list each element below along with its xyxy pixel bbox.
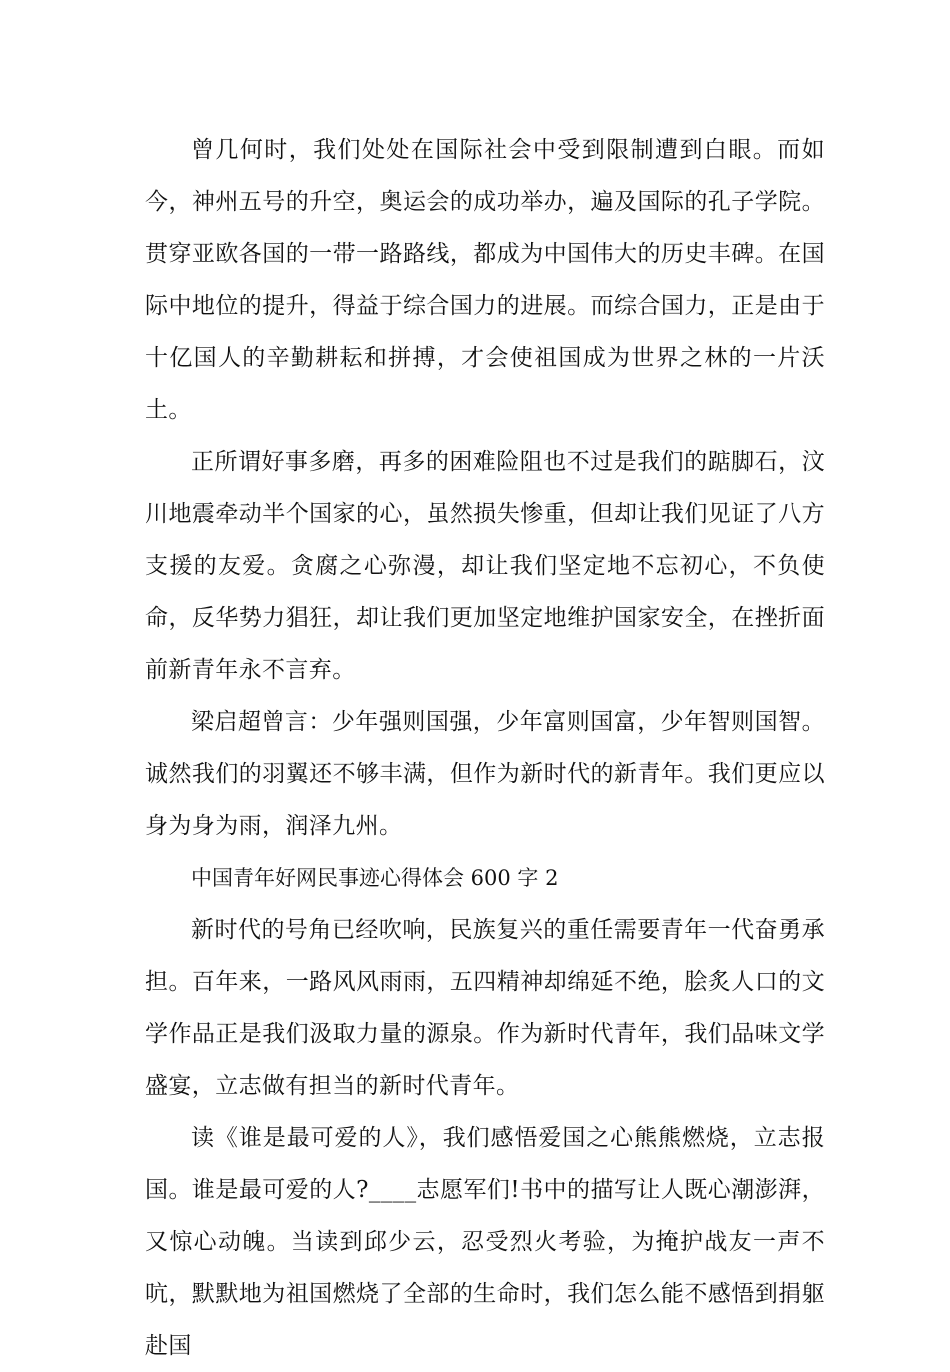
document-body xyxy=(145,124,825,1372)
paragraph: 读《谁是最可爱的人》，我们感悟爱国之心熊熊燃烧，立志报国。谁是最可爱的人?____志愿军们!书中的描写让人既心潮澎湃，又惊心动魄。当读到邱少云，忍受烈火考验，为掩护战友一声不吭，默默地为祖国燃烧了全部的生命时，我们怎么能不感悟到捐躯赴国 xyxy=(145,1125,825,1359)
section-heading: 中国青年好网民事迹心得体会 600 字 2 xyxy=(191,866,559,890)
paragraph: 曾几何时，我们处处在国际社会中受到限制遭到白眼。而如今，神州五号的升空，奥运会的成功举办，遍及国际的孔子学院。贯穿亚欧各国的一带一路路线，都成为中国伟大的历史丰碑。在国际中地位的提升，得益于综合国力的进展。而综合国力，正是由于十亿国人的辛勤耕耘和拼搏，才会使祖国成为世界之林的一片沃土。 xyxy=(145,137,825,423)
paragraph: 梁启超曾言：少年强则国强，少年富则国富，少年智则国智。诚然我们的羽翼还不够丰满，但作为新时代的新青年。我们更应以身为身为雨，润泽九州。 xyxy=(145,709,825,839)
paragraph: 新时代的号角已经吹响，民族复兴的重任需要青年一代奋勇承担。百年来，一路风风雨雨，五四精神却绵延不绝，脍炙人口的文学作品正是我们汲取力量的源泉。作为新时代青年，我们品味文学盛宴，立志做有担当的新时代青年。 xyxy=(145,917,825,1099)
paragraph: 正所谓好事多磨，再多的困难险阻也不过是我们的踮脚石，汶川地震牵动半个国家的心，虽然损失惨重，但却让我们见证了八方支援的友爱。贪腐之心弥漫，却让我们坚定地不忘初心，不负使命，反华势力猖狂，却让我们更加坚定地维护国家安全，在挫折面前新青年永不言弃。 xyxy=(145,449,825,683)
